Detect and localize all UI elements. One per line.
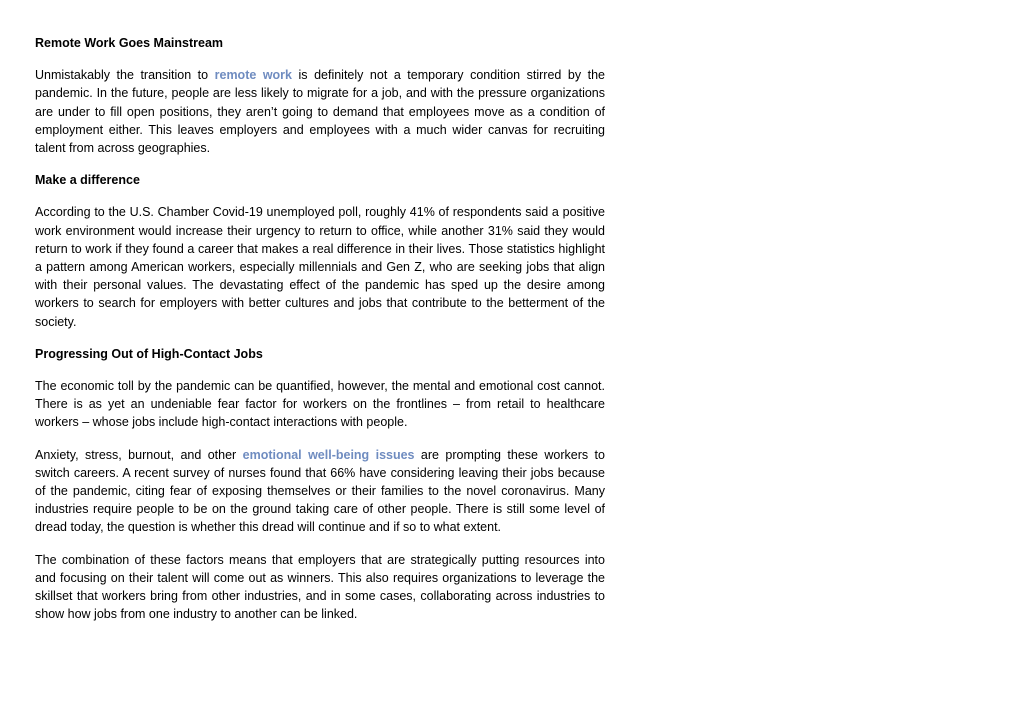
paragraph-text: Anxiety, stress, burnout, and other [35, 447, 243, 462]
paragraph-text: is definitely not a temporary condition stirred by the pandemic. In the future, people are less likely to migrate for a job, and with the pressure organizations are under to fill open positions, they aren’t going to demand that employees move as a condition of employment either. This leaves employers and employees with a much wider canvas for recruiting talent from across geographies. [35, 68, 605, 156]
section-heading-high-contact-jobs: Progressing Out of High-Contact Jobs [35, 346, 263, 361]
paragraph-text: are prompting these workers to switch careers. A recent survey of nurses found that 66% have considering leaving their jobs because of the pandemic, citing fear of exposing themselves or their families to the novel coronavirus. Many industries require people to be on the ground taking care of other people. There is still some level of dread today, the question is whether this dread will continue and if so to what extent. [35, 447, 605, 535]
paragraph-combination: The combination of these factors means that employers that are strategically putting resources into and focusing on their talent will come out as winners. This also requires organizations to leverage the skillset that workers bring from other industries, and in some cases, collaborating across industries to show how jobs from one industry to another can be linked. [35, 552, 605, 622]
emotional-well-being-link[interactable]: emotional well-being issues [242, 447, 415, 462]
paragraph-remote-work [35, 66, 605, 157]
document-page [35, 34, 605, 637]
section-heading-remote-work: Remote Work Goes Mainstream [35, 36, 224, 50]
paragraph-economic-toll: The economic toll by the pandemic can be quantified, however, the mental and emotional cost cannot. There is as yet an undeniable fear factor for workers on the frontlines – from retail to healthcare workers – whose jobs include high-contact interactions with people. [35, 379, 605, 430]
remote-work-link[interactable]: remote work [214, 68, 292, 83]
paragraph-anxiety [35, 446, 605, 537]
paragraph-text: Unmistakably the transition to [35, 68, 215, 83]
section-heading-make-a-difference: Make a difference [35, 173, 140, 188]
paragraph-make-a-difference: According to the U.S. Chamber Covid-19 unemployed poll, roughly 41% of respondents said a positive work environment would increase their urgency to return to office, while another 31% said they would return to work if they found a career that makes a real difference in their lives. Those statistics highlight a pattern among American workers, especially millennials and Gen Z, who are seeking jobs that align with their personal values. The devastating effect of the pandemic has sped up the desire among workers to search for employers with better cultures and jobs that contribute to the betterment of the society. [35, 205, 605, 329]
